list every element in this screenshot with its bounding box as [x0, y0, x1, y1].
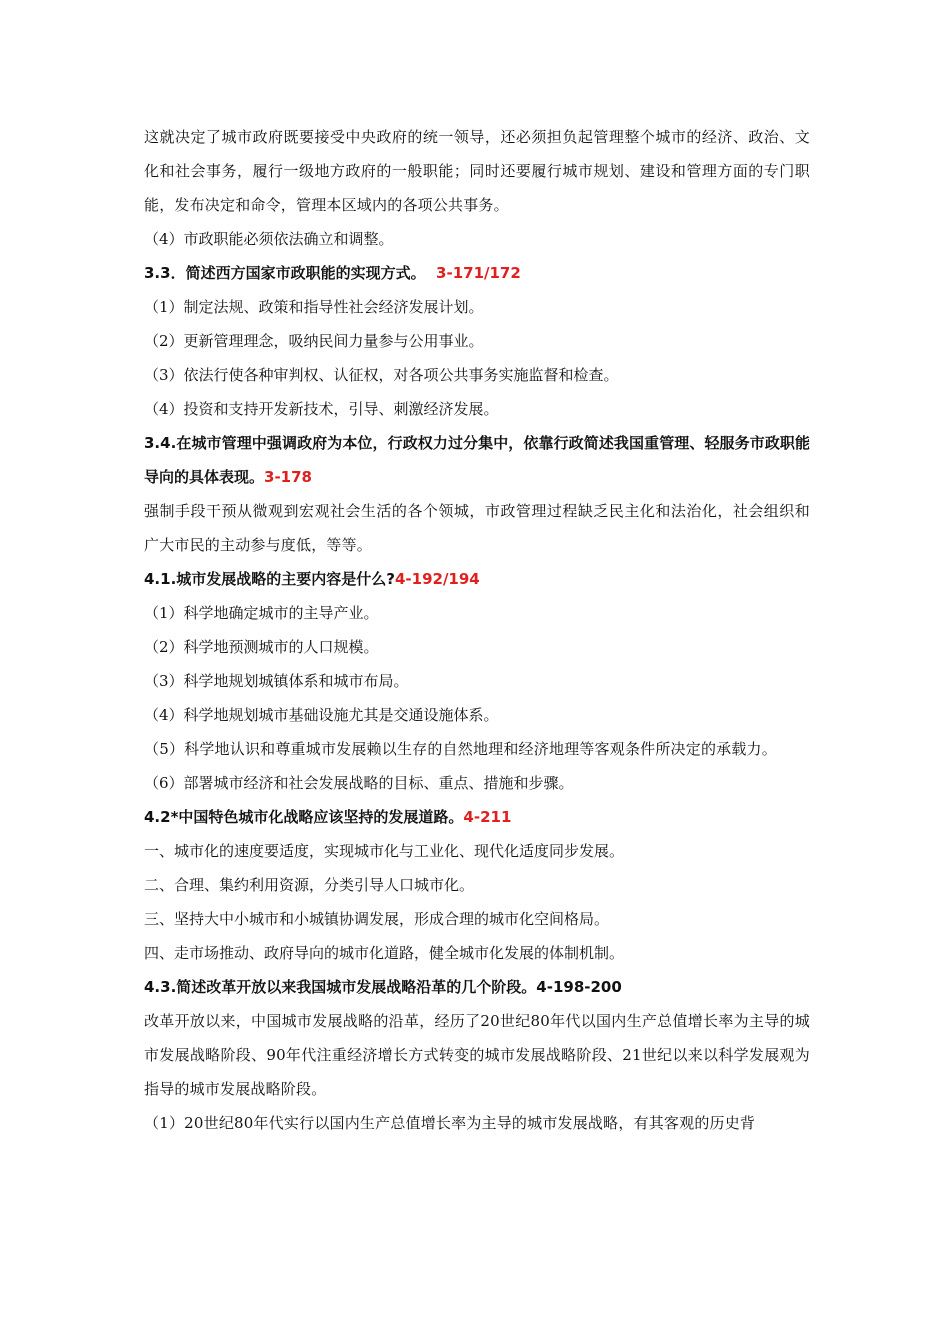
- section-4-1-item: （2）科学地预测城市的人口规模。: [144, 638, 379, 656]
- section-3-4-paragraph: 强制手段干预从微观到宏观社会生活的各个领城，市政管理过程缺乏民主化和法治化，社会组织和广大市民的主动参与度低，等等。: [144, 502, 810, 554]
- section-4-2-ref: 4-211: [463, 808, 512, 826]
- intro-item-4: （4）市政职能必须依法确立和调整。: [144, 230, 394, 248]
- section-4-2-item: 一、城市化的速度要适度，实现城市化与工业化、现代化适度同步发展。: [144, 842, 625, 860]
- section-4-3-heading: [144, 970, 810, 1004]
- section-4-1-item: （6）部署城市经济和社会发展战略的目标、重点、措施和步骤。: [144, 774, 574, 792]
- section-4-1-item: （4）科学地规划城市基础设施尤其是交通设施体系。: [144, 706, 499, 724]
- section-3-4-title: 3.4.在城市管理中强调政府为本位，行政权力过分集中，依靠行政简述我国重管理、轻服务市政职能导向的具体表现。: [144, 434, 810, 486]
- section-4-1-item: （5）科学地认识和尊重城市发展赖以生存的自然地理和经济地理等客观条件所决定的承载力。: [144, 740, 777, 758]
- section-3-4-heading: [144, 426, 810, 494]
- section-3-3-heading: [144, 256, 810, 290]
- section-3-4-ref: 3-178: [264, 468, 312, 486]
- section-4-1-item: （1）科学地确定城市的主导产业。: [144, 604, 379, 622]
- section-4-1-title: 4.1.城市发展战略的主要内容是什么?: [144, 570, 395, 588]
- section-3-3-item: （4）投资和支持开发新技术，引导、刺激经济发展。: [144, 400, 499, 418]
- section-4-2-item: 四、走市场推动、政府导向的城市化道路，健全城市化发展的体制机制。: [144, 944, 625, 962]
- section-3-3-title: 3.3．简述西方国家市政职能的实现方式。: [144, 264, 426, 282]
- section-3-3-item: （3）依法行使各种审判权、认征权，对各项公共事务实施监督和检查。: [144, 366, 619, 384]
- section-4-2-heading: [144, 800, 810, 834]
- section-4-1-heading: [144, 562, 810, 596]
- section-4-3-title: 4.3.简述改革开放以来我国城市发展战略沿革的几个阶段。: [144, 978, 537, 996]
- section-4-3-paragraph: 改革开放以来，中国城市发展战略的沿革，经历了20世纪80年代以国内生产总值增长率为主导的城市发展战略阶段、90年代注重经济增长方式转变的城市发展战略阶段、21世纪以来以科学发展观为指导的城市发展战略阶段。: [144, 1012, 810, 1098]
- section-4-3-item-1: （1）20世纪80年代实行以国内生产总值增长率为主导的城市发展战略，有其客观的历史背: [144, 1114, 756, 1132]
- section-4-2-item: 二、合理、集约利用资源，分类引导人口城市化。: [144, 876, 475, 894]
- section-4-1-item: （3）科学地规划城镇体系和城市布局。: [144, 672, 409, 690]
- section-3-3-item: （2）更新管理理念，吸纳民间力量参与公用事业。: [144, 332, 484, 350]
- section-4-2-title: 4.2*中国特色城市化战略应该坚持的发展道路。: [144, 808, 464, 826]
- section-4-1-ref: 4-192/194: [394, 570, 480, 588]
- intro-paragraph: 这就决定了城市政府既要接受中央政府的统一领导，还必须担负起管理整个城市的经济、政治、文化和社会事务，履行一级地方政府的一般职能；同时还要履行城市规划、建设和管理方面的专门职能，发布决定和命令，管理本区域内的各项公共事务。: [144, 128, 810, 214]
- section-4-2-item: 三、坚持大中小城市和小城镇协调发展，形成合理的城市化空间格局。: [144, 910, 610, 928]
- section-3-3-ref: 3-171/172: [436, 264, 521, 282]
- section-4-3-ref: 4-198-200: [536, 978, 622, 996]
- section-3-3-item: （1）制定法规、政策和指导性社会经济发展计划。: [144, 298, 484, 316]
